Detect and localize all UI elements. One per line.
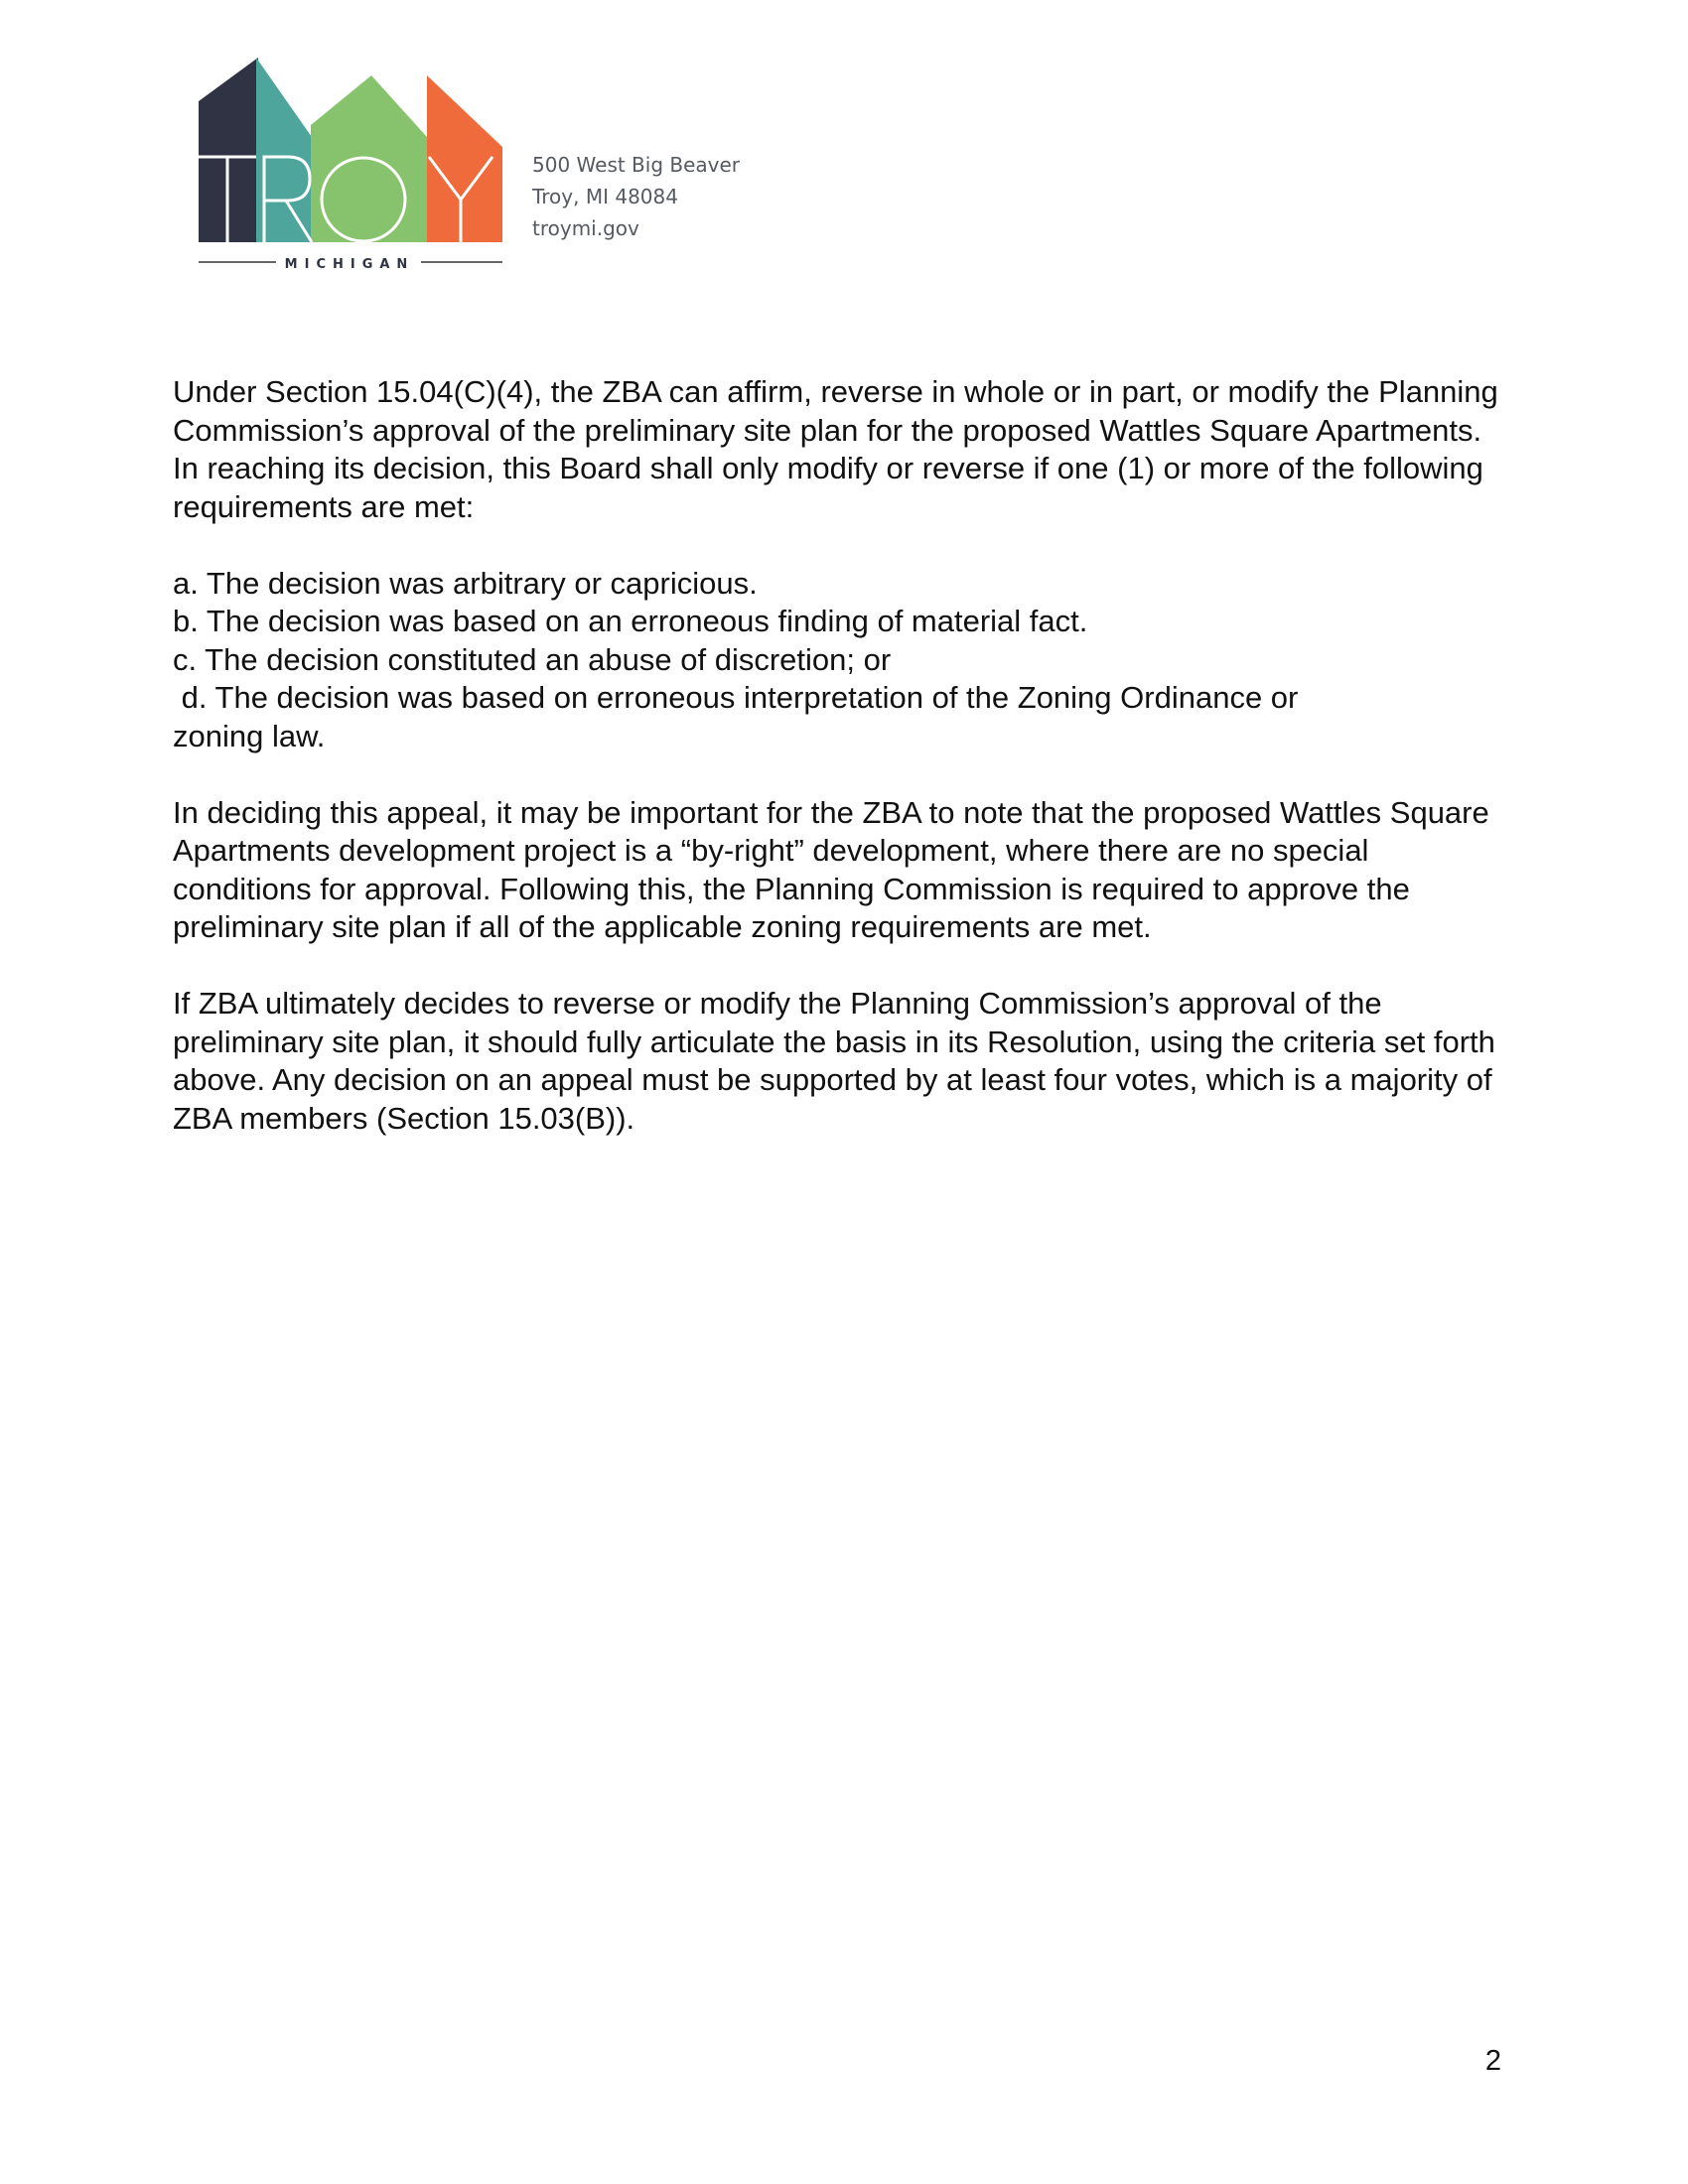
page-number: 2 xyxy=(1484,2045,1501,2077)
troy-logo xyxy=(195,56,512,274)
criteria-list xyxy=(173,565,1503,756)
criteria-item: a. The decision was arbitrary or capricious. xyxy=(173,565,758,601)
criteria-item: c. The decision constituted an abuse of discretion; or xyxy=(173,641,892,677)
address-line-2: Troy, MI 48084 xyxy=(532,185,678,208)
paragraph-resolution: If ZBA ultimately decides to reverse or modify the Planning Commission’s approval of the preliminary site plan, it should fully articulate the basis in its Resolution, using the criteria set forth above. Any decision on an appeal must be supported by at least four votes, which is a majority of ZBA members (Section 15.03(B)). xyxy=(173,986,1495,1136)
criteria-item: b. The decision was based on an erroneous finding of material fact. xyxy=(173,604,1088,638)
website-text: troymi.gov xyxy=(532,216,639,240)
address-line-1: 500 West Big Beaver xyxy=(532,153,741,177)
troy-logo-graphic xyxy=(195,56,512,274)
criteria-item: d. The decision was based on erroneous interpretation of the Zoning Ordinance or zoning law. xyxy=(173,680,1307,753)
address-block xyxy=(532,149,740,244)
letter-body xyxy=(173,373,1503,1176)
paragraph-by-right: In deciding this appeal, it may be important for the ZBA to note that the proposed Wattles Square Apartments development project is a “by-right” development, where there are no special conditions for approval. Following this, the Planning Commission is required to approve the preliminary site plan if all of the applicable zoning requirements are met. xyxy=(173,794,1489,944)
paragraph-section-15-04: Under Section 15.04(C)(4), the ZBA can affirm, reverse in whole or in part, or modify the Planning Commission’s approval of the preliminary site plan for the proposed Wattles Square Apartments. In reaching its decision, this Board shall only modify or reverse if one (1) or more of the following requirements are met: xyxy=(173,374,1498,524)
logo-subtext: MICHIGAN xyxy=(284,257,415,272)
